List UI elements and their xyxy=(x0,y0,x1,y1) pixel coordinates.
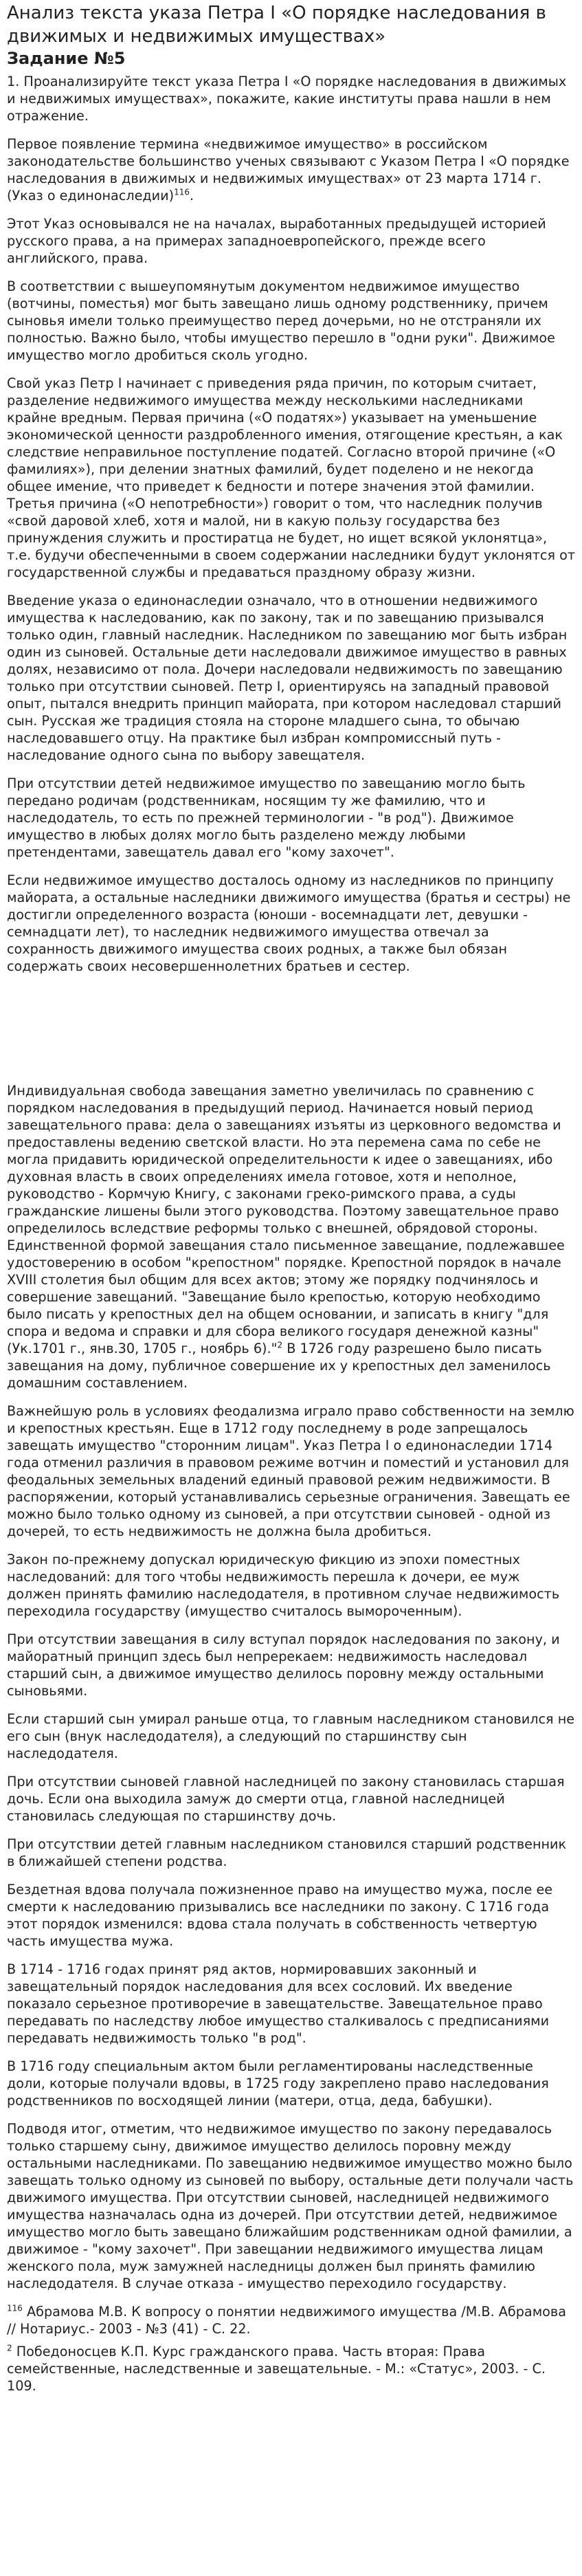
body-paragraph xyxy=(7,135,575,204)
body-paragraph xyxy=(7,1631,575,1699)
paragraph-text-tail: В 1726 году разрешено было писать завещания на дому, публичное совершение их у крепостных дел заменилось домашним составлением. xyxy=(7,1341,551,1391)
footnote xyxy=(7,2343,575,2395)
body-paragraph xyxy=(7,1710,575,1762)
paragraph-text: Если старший сын умирал раньше отца, то главным наследником становился не его сын (внук наследодателя), а следующий по старшинству сын наследодателя. xyxy=(7,1711,575,1761)
paragraph-text: Важнейшую роль в условиях феодализма играло право собственности на землю и крепостных крестьян. Еще в 1712 году последнему в роде запрещалось завещать имущество "сторонним лицам". Указ Петра I о единонаследии 1714 года отменил различия в правовом режиме вотчин и поместий и установил для феодальных земельных владений единый правовой режим недвижимости. В распоряжении, который устанавливались серьезные ограничения. Завещать ее можно было только одному из сыновей, а при отсутствии сыновей - одной из дочерей, то есть недвижимость не должна была дробиться. xyxy=(7,1403,574,1539)
body-paragraph xyxy=(7,73,575,124)
paragraph-text: В 1716 году специальным актом были регламентированы наследственные доли, которые получали вдовы, в 1725 году закреплено право наследования родственников по восходящей линии (матери, отца, деда, бабушки). xyxy=(7,2058,549,2109)
task-heading: Задание №5 xyxy=(7,49,126,68)
paragraph-text: При отсутствии завещания в силу вступал порядок наследования по закону, и майоратный принцип здесь был непререкаем: недвижимость наследовал старший сын, а движимое имущество делилось поровну между остальными сыновьями. xyxy=(7,1631,560,1699)
paragraph-text: Индивидуальная свобода завещания заметно увеличилась по сравнению с порядком наследования в предыдущий период. Начинается новый период завещательного права: дела о завещаниях изъяты из церковного ведомства и предоставлены ведению светской власти. Но эта перемена сама по себе не могла придавить юридической определительности к идее о завещаниях, ибо духовная власть в своих определениях имела готовое, хотя и неполное, руководство - Кормчую Книгу, с законами греко-римского права, а суды гражданские лишены были этого руководства. Поэтому завещательное право определилось вследствие реформы только с внешней, обрядовой стороны. Единственной формой завещания стало письменное завещание, подлежавшее удостоверению в особом "крепостном" порядке. Крепостной порядок в начале XVIII столетия был общим для всех актов; этому же порядку подчинялось и совершение завещаний. "Завещание было крепостью, которую необходимо было писать у крепостных дел на общем основании, и записать в книгу "для спора и ведома и справки и для сбора великого государя денежной казны" (Ук.1701 г., янв.30, 1705 г., ноябрь 6)." xyxy=(7,1083,565,1356)
paragraph-text: Первое появление термина «недвижимое имущество» в российском законодательстве большинство ученых связывают с Указом Петра I «О порядке наследования в движимых и недвижимых имуществах» от 23 марта 1714 г. (Указ о единонаследии) xyxy=(7,136,570,203)
footnote xyxy=(7,2303,575,2337)
paragraph-text: 1. Проанализируйте текст указа Петра I «О порядке наследования в движимых и недвижимых имуществах», покажите, какие институты права нашли в нем отражение. xyxy=(7,74,567,124)
body-paragraph xyxy=(7,2058,575,2109)
body-paragraph xyxy=(7,1773,575,1825)
paragraph-text: При отсутствии детей недвижимое имущество по завещанию могло быть передано родичам (родственникам, носящим ту же фамилию, что и наследодатель, то есть по прежней терминологии - "в род"). Движимое имущество в любых долях могло быть разделено между любыми претендентами, завещатель давал его "кому захочет". xyxy=(7,775,526,860)
paragraph-text-tail: . xyxy=(190,188,194,203)
body-paragraph xyxy=(7,1082,575,1391)
footnote-reference[interactable]: 116 xyxy=(174,187,190,197)
paragraph-text: При отсутствии сыновей главной наследницей по закону становилась старшая дочь. Если она выходила замуж до смерти отца, главной наследницей становилась следующая по старшинству дочь. xyxy=(7,1774,565,1824)
body-paragraph xyxy=(7,592,575,764)
footnote-number: 2 xyxy=(7,2343,12,2353)
footnote-reference[interactable]: 2 xyxy=(277,1340,283,1350)
document-title: Анализ текста указа Петра I «О порядке наследования в движимых и недвижимых имуществах» xyxy=(7,3,546,47)
body-paragraph xyxy=(7,278,575,364)
paragraph-text: Этот Указ основывался не на началах, выработанных предыдущей историей русского права, а на примерах западноевропейского, прежде всего английского, права. xyxy=(7,216,546,266)
paragraph-text: Победоносцев К.П. Курс гражданского права. Часть вторая: Права семейственные, наследственные и завещательные. - М.: «Статус», 2003. - С. 109. xyxy=(7,2344,546,2394)
paragraph-text: Если недвижимое имущество досталось одному из наследников по принципу майората, а остальные наследники движимого имущества (братья и сестры) не достигли определенного возраста (юноши - восемнадцати лет, девушки - семнадцати лет), то наследник недвижимого имущества отвечал за сохранность движимого имущества своих родных, а также был обязан содержать своих несовершеннолетних братьев и сестер. xyxy=(7,872,571,974)
body-paragraph xyxy=(7,775,575,861)
paragraph-text: В соответствии с вышеупомянутым документом недвижимое имущество (вотчины, поместья) мог быть завещано лишь одному родственнику, причем сыновья имели только преимущество перед дочерьми, но не отстраняли их полностью. Важно было, чтобы имущество перешло в "одни руки". Движимое имущество могло дробиться сколь угодно. xyxy=(7,278,555,363)
section-part-one xyxy=(7,73,575,975)
body-paragraph xyxy=(7,215,575,267)
paragraph-text: Свой указ Петр I начинает с приведения ряда причин, по которым считает, разделение недвижимого имущества между несколькими наследниками крайне вредным. Первая причина («О податях») указывает на уменьшение экономической ценности раздробленного имения, отягощение крестьян, а как следствие неправильное поступление податей. Согласно второй причине («О фамилиях»), при делении знатных фамилий, будет поделено и не некогда общее имение, что приведет к бедности и потере значения этой фамилии. Третья причина («О непотребности») говорит о том, что наследник получив «свой даровой хлеб, хотя и малой, ни в какую пользу государства без принуждения служить и простиратца не будет, но ищет всякой уклонятца», т.е. будучи обеспеченными в своем содержании наследники будут уклонятся от государственной службы и предаваться праздному образу жизни. xyxy=(7,375,576,580)
body-paragraph xyxy=(7,872,575,975)
section-part-two xyxy=(7,1082,575,2292)
body-paragraph xyxy=(7,1881,575,1950)
body-paragraph xyxy=(7,1551,575,1620)
footnotes xyxy=(7,2303,575,2395)
paragraph-text: Подводя итог, отметим, что недвижимое имущество по закону передавалось только старшему сыну, движимое имущество делилось поровну между остальными наследниками. По завещанию недвижимое имущество можно было завещать только одному из сыновей по выбору, остальные дети получали часть движимого имущества. При отсутствии сыновей, наследницей недвижимого имущества назначалась одна из дочерей. При отсутствии детей, недвижимое имущество могло быть завещано ближайшим родственникам одной фамилии, а движимое - "кому захочет". При завещании недвижимого имущества лицам женского пола, муж замужней наследницы должен был принять фамилию наследодателя. В случае отказа - имущество переходило государству. xyxy=(7,2121,574,2291)
body-paragraph xyxy=(7,375,575,581)
body-paragraph xyxy=(7,2120,575,2292)
body-paragraph xyxy=(7,1836,575,1870)
paragraph-text: Бездетная вдова получала пожизненное право на имущество мужа, после ее смерти к наследованию призывались все наследники по закону. С 1716 года этот порядок изменился: вдова стала получать в собственность четвертую часть имущества мужа. xyxy=(7,1882,553,1949)
paragraph-text: При отсутствии детей главным наследником становился старший родственник в ближайшей степени родства. xyxy=(7,1836,567,1869)
paragraph-text: Введение указа о единонаследии означало, что в отношении недвижимого имущества к наследованию, как по закону, так и по завещанию призывался только один, главный наследник. Наследником по завещанию мог быть избран один из сыновей. Остальные дети наследовали движимое имущество в равных долях, независимо от пола. Дочери наследовали недвижимость по завещанию только при отсутствии сыновей. Петр I, ориентируясь на западный правовой опыт, пытался внедрить принцип майората, при котором наследовал старший сын. Русская же традиция стояла на стороне младшего сына, то обычаю наследовавшего отцу. На практике был избран компромиссный путь - наследование одного сына по выбору завещателя. xyxy=(7,593,568,763)
paragraph-text: В 1714 - 1716 годах принят ряд актов, нормировавших законный и завещательный порядок наследования для всех сословий. Их введение показало серьезное противоречие в завещательстве. Завещательное право передавать по наследству любое имущество сталкивалось с предписаниями передавать недвижимость только "в род". xyxy=(7,1961,550,2046)
paragraph-text: Абрамова М.В. К вопросу о понятии недвижимого имущества /М.В. Абрамова // Нотариус.- 2003 - №3 (41) - С. 22. xyxy=(7,2304,566,2337)
page-break-gap xyxy=(7,986,575,1082)
paragraph-text: Закон по-прежнему допускал юридическую фикцию из эпохи поместных наследований: для того чтобы недвижимость перешла к дочери, ее муж должен принять фамилию наследодателя, в противном случае недвижимость переходила государству (имущество считалось вымороченным). xyxy=(7,1552,560,1619)
body-paragraph xyxy=(7,1402,575,1540)
body-paragraph xyxy=(7,1961,575,2047)
footnote-number: 116 xyxy=(7,2303,23,2313)
